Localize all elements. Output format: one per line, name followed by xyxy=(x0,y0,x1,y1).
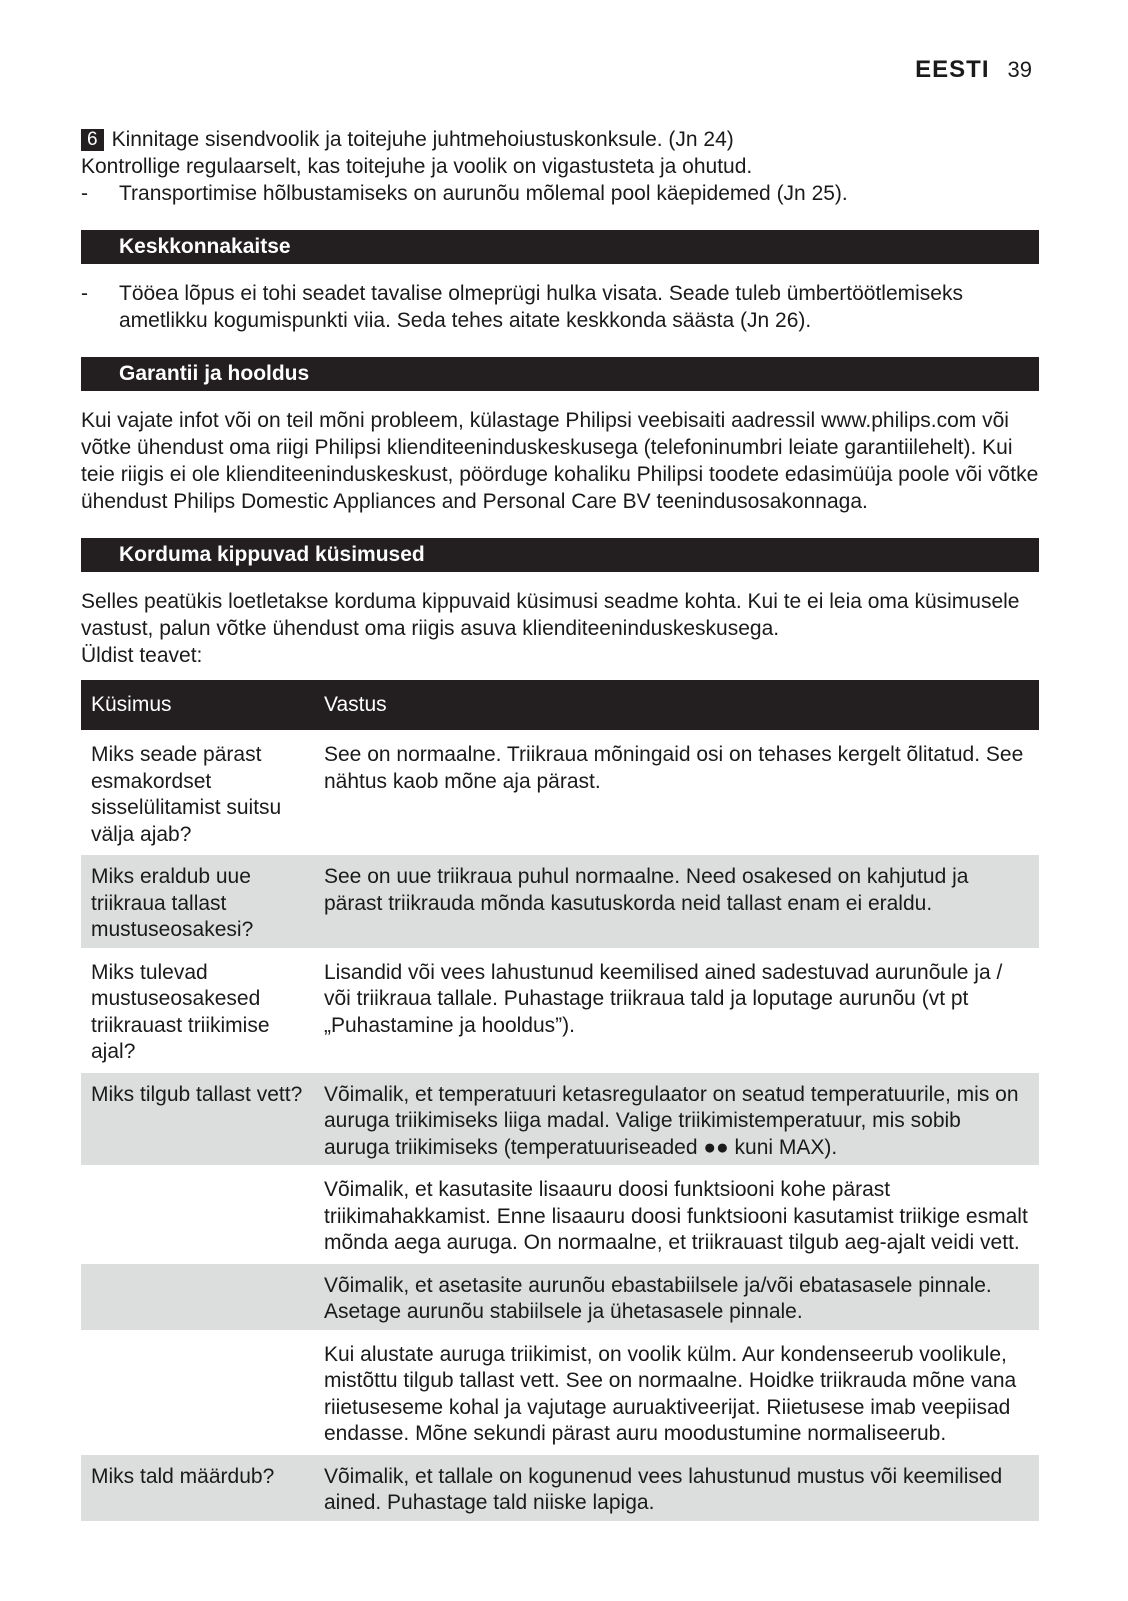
step-bullet-text: Transportimise hõlbustamiseks on aurunõu mõlemal pool käepidemed (Jn 25). xyxy=(119,182,848,205)
faq-answer: Võimalik, et temperatuuri ketasregulaator on seatud temperatuurile, mis on auruga triikimiseks liiga madal. Valige triikimistemperatuur, mis sobib auruga triikimiseks (temperatuuriseaded ●● kuni MAX). xyxy=(314,1071,1039,1167)
faq-intro: Selles peatükis loetletakse korduma kippuvaid küsimusi seadme kohta. Kui te ei leia oma küsimusele vastust, palun võtke ühendust oma riigis asuva klienditeeninduskeskusega. xyxy=(81,590,1020,640)
faq-answer: See on uue triikraua puhul normaalne. Need osakesed on kahjutud ja pärast triikrauda mõnda kasutuskorda neid tallast enam ei eraldu. xyxy=(314,854,1039,950)
section-title-guarantee: Garantii ja hooldus xyxy=(81,357,1039,391)
faq-question: Miks eraldub uue triikraua tallast mustuseosakesi? xyxy=(81,854,314,950)
bullet-dash: - xyxy=(81,182,88,205)
step-6 xyxy=(81,126,1039,153)
bullet-dash: - xyxy=(81,282,88,305)
faq-question: Miks tulevad mustuseosakesed triikrauast triikimise ajal? xyxy=(81,949,314,1071)
section-title-faq: Korduma kippuvad küsimused xyxy=(81,538,1039,572)
table-row xyxy=(81,1262,1039,1331)
environment-bullet xyxy=(81,280,1039,334)
faq-answer: Võimalik, et tallale on kogunenud vees lahustunud mustus või keemilised ained. Puhastage tald niiske lapiga. xyxy=(314,1453,1039,1521)
faq-question xyxy=(81,1167,314,1263)
guarantee-text-end: või võtke ühendust oma riigi Philipsi klienditeeninduskeskusega (telefoninumbri leiate garantiilehelt). Kui teie riigis ei ole klienditeeninduskeskust, pöörduge kohaliku Philipsi toodete edasimüüja poole või võtke ühendust Philips Domestic Appliances and Personal Care BV teenindusosakonnaga. xyxy=(81,409,1039,513)
faq-question xyxy=(81,1331,314,1453)
faq-table xyxy=(81,680,1039,1521)
table-row xyxy=(81,1167,1039,1263)
table-row xyxy=(81,1453,1039,1521)
table-row xyxy=(81,949,1039,1071)
guarantee-text-start: Kui vajate infot või on teil mõni probleem, külastage Philipsi veebisaiti aadressil xyxy=(81,409,822,432)
faq-question: Miks tald määrdub? xyxy=(81,1453,314,1521)
faq-table-header xyxy=(81,680,1039,732)
table-row xyxy=(81,1071,1039,1167)
step-note: Kontrollige regulaarselt, kas toitejuhe ja voolik on vigastusteta ja ohutud. xyxy=(81,155,753,178)
philips-website-link[interactable]: www.philips.com xyxy=(821,409,977,432)
faq-subtitle: Üldist teavet: xyxy=(81,644,203,667)
page-header xyxy=(915,56,1032,84)
guarantee-text xyxy=(81,407,1039,515)
page-content xyxy=(81,126,1039,1521)
step-text: Kinnitage sisendvoolik ja toitejuhe juhtmehoiustuskonksule. (Jn 24) xyxy=(111,128,734,151)
faq-answer: Kui alustate auruga triikimist, on voolik külm. Aur kondenseerub voolikule, mistõttu tilgub tallast vett. See on normaalne. Hoidke triikrauda mõne vana riietuseseme kohal ja vajutage auruaktiveerijat. Riietusese imab veepiisad endasse. Mõne sekundi pärast auru moodustumine normaliseerub. xyxy=(314,1331,1039,1453)
step-number-badge: 6 xyxy=(81,129,104,151)
column-header-answer: Vastus xyxy=(314,680,1039,732)
step-bullet xyxy=(81,180,1039,207)
table-row xyxy=(81,1331,1039,1453)
faq-answer: Lisandid või vees lahustunud keemilised ained sadestuvad aurunõule ja / või triikraua tallale. Puhastage triikraua tald ja loputage aurunõu (vt pt „Puhastamine ja hooldus”). xyxy=(314,949,1039,1071)
faq-question: Miks seade pärast esmakordset sisselülitamist suitsu välja ajab? xyxy=(81,732,314,854)
column-header-question: Küsimus xyxy=(81,680,314,732)
table-row xyxy=(81,854,1039,950)
faq-question xyxy=(81,1262,314,1331)
table-row xyxy=(81,732,1039,854)
environment-bullet-text: Tööea lõpus ei tohi seadet tavalise olmeprügi hulka visata. Seade tuleb ümbertöötlemiseks ametlikku kogumispunkti viia. Seda tehes aitate keskkonda säästa (Jn 26). xyxy=(119,282,963,332)
section-title-environment: Keskkonnakaitse xyxy=(81,230,1039,264)
faq-answer: Võimalik, et kasutasite lisaauru doosi funktsiooni kohe pärast triikimahakkamist. Enne lisaauru doosi funktsiooni kasutamist triikige esmalt mõnda aega auruga. On normaalne, et triikrauast tilgub aeg-ajalt veidi vett. xyxy=(314,1167,1039,1263)
faq-question: Miks tilgub tallast vett? xyxy=(81,1071,314,1167)
language-label: EESTI xyxy=(915,56,990,83)
faq-answer: Võimalik, et asetasite aurunõu ebastabiilsele ja/või ebatasasele pinnale. Asetage aurunõu stabiilsele ja ühetasasele pinnale. xyxy=(314,1262,1039,1331)
faq-answer: See on normaalne. Triikraua mõningaid osi on tehases kergelt õlitatud. See nähtus kaob mõne aja pärast. xyxy=(314,732,1039,854)
page-number: 39 xyxy=(1007,57,1032,82)
